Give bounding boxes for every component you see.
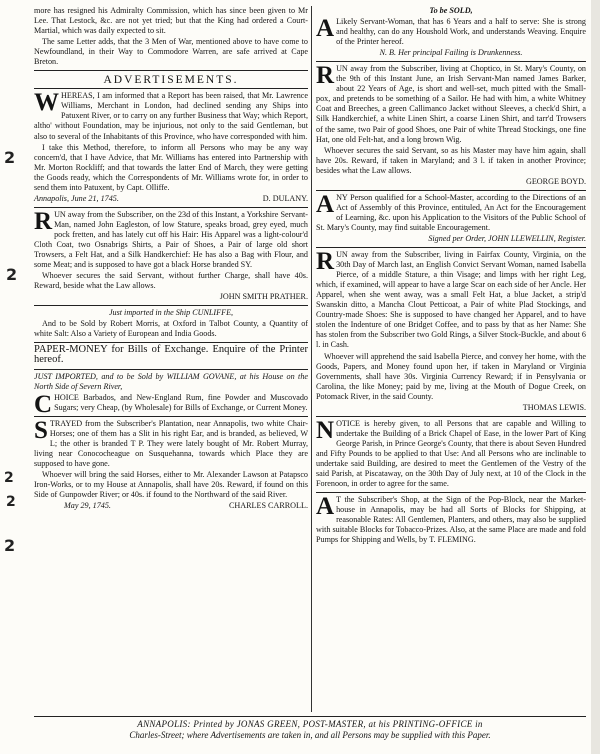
drop-cap: S [34,416,48,444]
advertisement-chapel-notice [316,416,586,489]
ad-heading: JUST IMPORTED, and to be Sold by WILLIAM GOVANE, at his House on the North Side of Severn River, [34,371,308,391]
ad-signature: THOMAS LEWIS. [522,402,586,412]
divider [34,70,308,71]
margin-mark: 2 [4,148,16,167]
margin-mark: 2 [6,265,18,284]
news-paragraph: The same Letter adds, that the 3 Men of War, mentioned above to have come to Newfoundland, in their Way to Commodore Warren, are safe arrived at Cape Breton. [34,37,308,67]
divider [316,492,586,493]
advertisement-morris [34,308,308,339]
divider [34,369,308,370]
divider [34,716,586,717]
advertisement-carroll [34,416,308,511]
ad-text: Whoever secures the said Servant, without further Charge, shall have 40s. Reward, beside what the Law allows. [34,271,308,291]
imprint-footer [34,716,586,741]
drop-cap: R [316,62,335,90]
left-column [34,6,308,512]
divider [316,61,586,62]
ad-date: Annapolis, June 21, 1745. [34,193,119,203]
page-edge [591,0,600,754]
ad-heading: Just imported in the Ship CUNLIFFE, [108,308,234,318]
drop-cap: A [316,190,335,218]
column-rule [311,6,312,712]
drop-cap: W [34,89,59,117]
advertisement-fleming [316,495,586,545]
divider [316,247,586,248]
ad-text: HEREAS, I am informed that a Report has been raised, that Mr. Lawrence Williams, Merchant in London, had declined sending any Ships into Patuxent River, or to carry on any further Business that Way; which Report, altho' without Foundation, may be injurious, not only to the said Gentleman, but also to several of the Inhabitants of this Province, who have corresponded with him. [34,91,308,141]
ad-text: OTICE is hereby given, to all Persons that are capable and Willing to undertake the Building of a Brick Chapel of Ease, in the lower Part of King George Parish, in Prince George's County, that there is about Seven Hundred and Fifty Pounds to be applied to that Use: And all Persons who are inclinable to undertake said Building, are desired to meet the Gentlemen of the Vestry of the said Parish, at Piscataway, on the 30th Day of July next, at 10 of the Clock in the Forenoon, in order to agree for the same. [316,418,586,489]
divider [34,342,308,343]
divider [34,207,308,208]
ad-text: TRAYED from the Subscriber's Plantation, near Annapolis, two white Chair-Horses; one of them has a Slit in his right Ear, and is branded, as believed, W L; the other is branded T P. They were lately bought of Mr. Robert Murray, living near Conococheague on Susquehanna, towards which Place they are supposed to have gone. [34,418,308,468]
section-heading: ADVERTISEMENTS. [103,74,239,87]
ad-signature: Signed per Order, JOHN LLEWELLIN, Register. [428,233,586,243]
divider [316,416,586,417]
advertisement-paper-money: PAPER-MONEY for Bills of Exchange. Enquire of the Printer hereof. [34,344,308,366]
ad-signature: CHARLES CARROLL. [228,501,308,511]
ad-text: T the Subscriber's Shop, at the Sign of the Pop-Block, near the Market-house in Annapolis, may be had all Sorts of Blocks for Shipping, at reasonable Rates: All Gentlemen, Planters, and others, may also be supplied with suitable Blocks for Tobacco-Prizes. Also, at the same Place are made and fold Pumps for Shipping and Wells, by [316,495,586,545]
ad-text: UN away from the Subscriber, on the 23d of this Instant, a Yorkshire Servant-Man, named John Eagleston, of low Stature, speaks broad, grey eyed, much pock fretten, and has lately cut off his Hair: His Apparel was a light-colour'd Cloth Coat, two Osnabrigs Shirts, a Pair of Shoes, a Pair of large old short Trowsers, a Felt Hat, and a Silk Handkerchief: He has also a Bag with Flour, and some Meat; and is supposed to have got a black Horse branded SY. [34,209,308,270]
news-paragraph: more has resigned his Admiralty Commission, which has since been given to Mr Lee. That Lestock, &c. are not yet tried; but that the King had ordered a Court-Martial, which was daily expected to sit. [34,6,308,36]
divider [34,416,308,417]
drop-cap: R [34,207,53,235]
advertisement-school-master [316,190,586,244]
ad-date: May 29, 1745. [64,501,111,511]
divider [34,305,308,306]
advertisement-dulany [34,91,308,204]
margin-mark: 2 [4,470,14,486]
ad-text: HOICE Barbados, and New-England Rum, fine Powder and Muscovado Sugars; very Cheap, (by Wholesale) for Bills of Exchange, or Current Money. [54,392,308,412]
advertisement-servant-woman [316,6,586,58]
ad-heading: To be SOLD, [429,6,473,15]
ad-text: Whoever secures the said Servant, so as his Master may have him again, shall have 20s. Reward, if taken in Maryland; and 3 l. if taken in another Province; besides what the Law allows. [316,145,586,175]
ad-text: Whoever will bring the said Horses, either to Mr. Alexander Lawson at Patapsco Iron-Works, or to my House at Annapolis, shall have 20s. Reward, if found on this Side of Gunpowder River; or 40s. if found to the Northward of the said River. [34,469,308,500]
advertisement-lewis [316,250,586,413]
advertisement-prather [34,207,308,302]
ad-note: N. B. Her principal Failing is Drunkenness. [379,48,523,58]
margin-mark: 2 [6,494,16,510]
advertisement-boyd [316,64,586,187]
ad-text: UN away from the Subscriber, living at Choptico, in St. Mary's County, on the 9th of this Instant June, an Irish Servant-Man named James Barker, about 22 Years of Age, is short and well-set, much pitted with the Small-pox, and pretends to be something of a Sailor. He had with him, a white Whitney Coat and Breeches, a green Callimanco Jacket without Sleeves, a check'd Shirt, a Silk Handkerchief, a white Linen Shirt, a coarse Linen Shirt, and tarr'd Trowsers of the same, two Pair of good Shoes, one Pair of white Thread Stockings, one fine Hat, one old Felt-hat, and a long brown Wig. [316,64,586,144]
right-column [316,6,586,546]
drop-cap: A [316,15,335,43]
ad-text: And to be Sold by Robert Morris, at Oxford in Talbot County, a Quantity of white Salt: Also a Variety of European and India Goods. [34,319,308,339]
imprint-line: ANNAPOLIS: Printed by JONAS GREEN, POST-MASTER, at his PRINTING-OFFICE in [137,719,483,729]
ad-text: I take this Method, therefore, to inform all Persons who may be any way concern'd, that I have Advice, that Mr. Williams has entered into Partnership with Mr. Morton Rockliff; and that towards the latter End of March, they were getting the Goods ready, which the Correspondents of Mr. Williams wrote for, in order to send them into Patuxent, by Capt. Olliffe. [34,142,308,192]
ad-text: NY Person qualified for a School-Master, according to the Directions of an Act of Assembly of this Province, entituled, An Act for the Encouragement of Learning, &c. upon his Application to the Visitors of the Public School of St. Mary's County, may find suitable Encouragement. [316,192,586,232]
ad-signature: GEORGE BOYD. [525,176,586,186]
divider [316,190,586,191]
ad-signature: JOHN SMITH PRATHER. [219,292,308,302]
margin-mark: 2 [4,536,16,555]
imprint-line: Charles-Street; where Advertisements are taken in, and all Persons may be supplied with this Paper. [129,730,491,740]
advertisement-govane [34,371,308,418]
ad-text: Likely Servant-Woman, that has 6 Years and a half to serve: She is strong and healthy, can do any Houshold Work, and understands Weaving. Enquire of the Printer hereof. [336,17,586,47]
ad-signature: T. FLEMING. [429,535,476,545]
divider [34,88,308,89]
ad-signature: D. DULANY. [262,193,308,203]
ad-text: UN away from the Subscriber, living in Fairfax County, Virginia, on the 30th Day of March last, an English Convict Servant Woman, named Isabella Pierce, of a middle Stature, a thin Visage; and limps with her right Leg, which, if examined, will appear to have a large Scar on each side of her Ancle. Her Apparel, when she went away, was a small Felt Hat, a blue Jacket, a strip'd Swanskin ditto, a Mancha Clout Petticoat, a Pair of white Plad Stockings, and Country-made Shoes: She is supposed to have changed her Apparel, and to have stolen the Indenture of one Bridget Coffee, and to pass by that as her Name: She has stolen from the Subscriber two Gold Rings, a Silver Stock-Buckle, and about 6 l. in Cash. [316,250,586,350]
drop-cap: R [316,248,335,276]
drop-cap: A [316,493,335,521]
ad-text: Whoever will apprehend the said Isabella Pierce, and convey her home, with the Goods, Papers, and Money found upon her, if taken in Maryland or Virginia Governments, shall have 30s. Virginia Currency Reward; if in Pensylvania or Carolina, the like Money; paid by me, living at the Mouth of Dogue Creek, on Potomack River, in the said County. [316,351,586,401]
drop-cap: C [34,390,53,418]
drop-cap: N [316,416,335,444]
